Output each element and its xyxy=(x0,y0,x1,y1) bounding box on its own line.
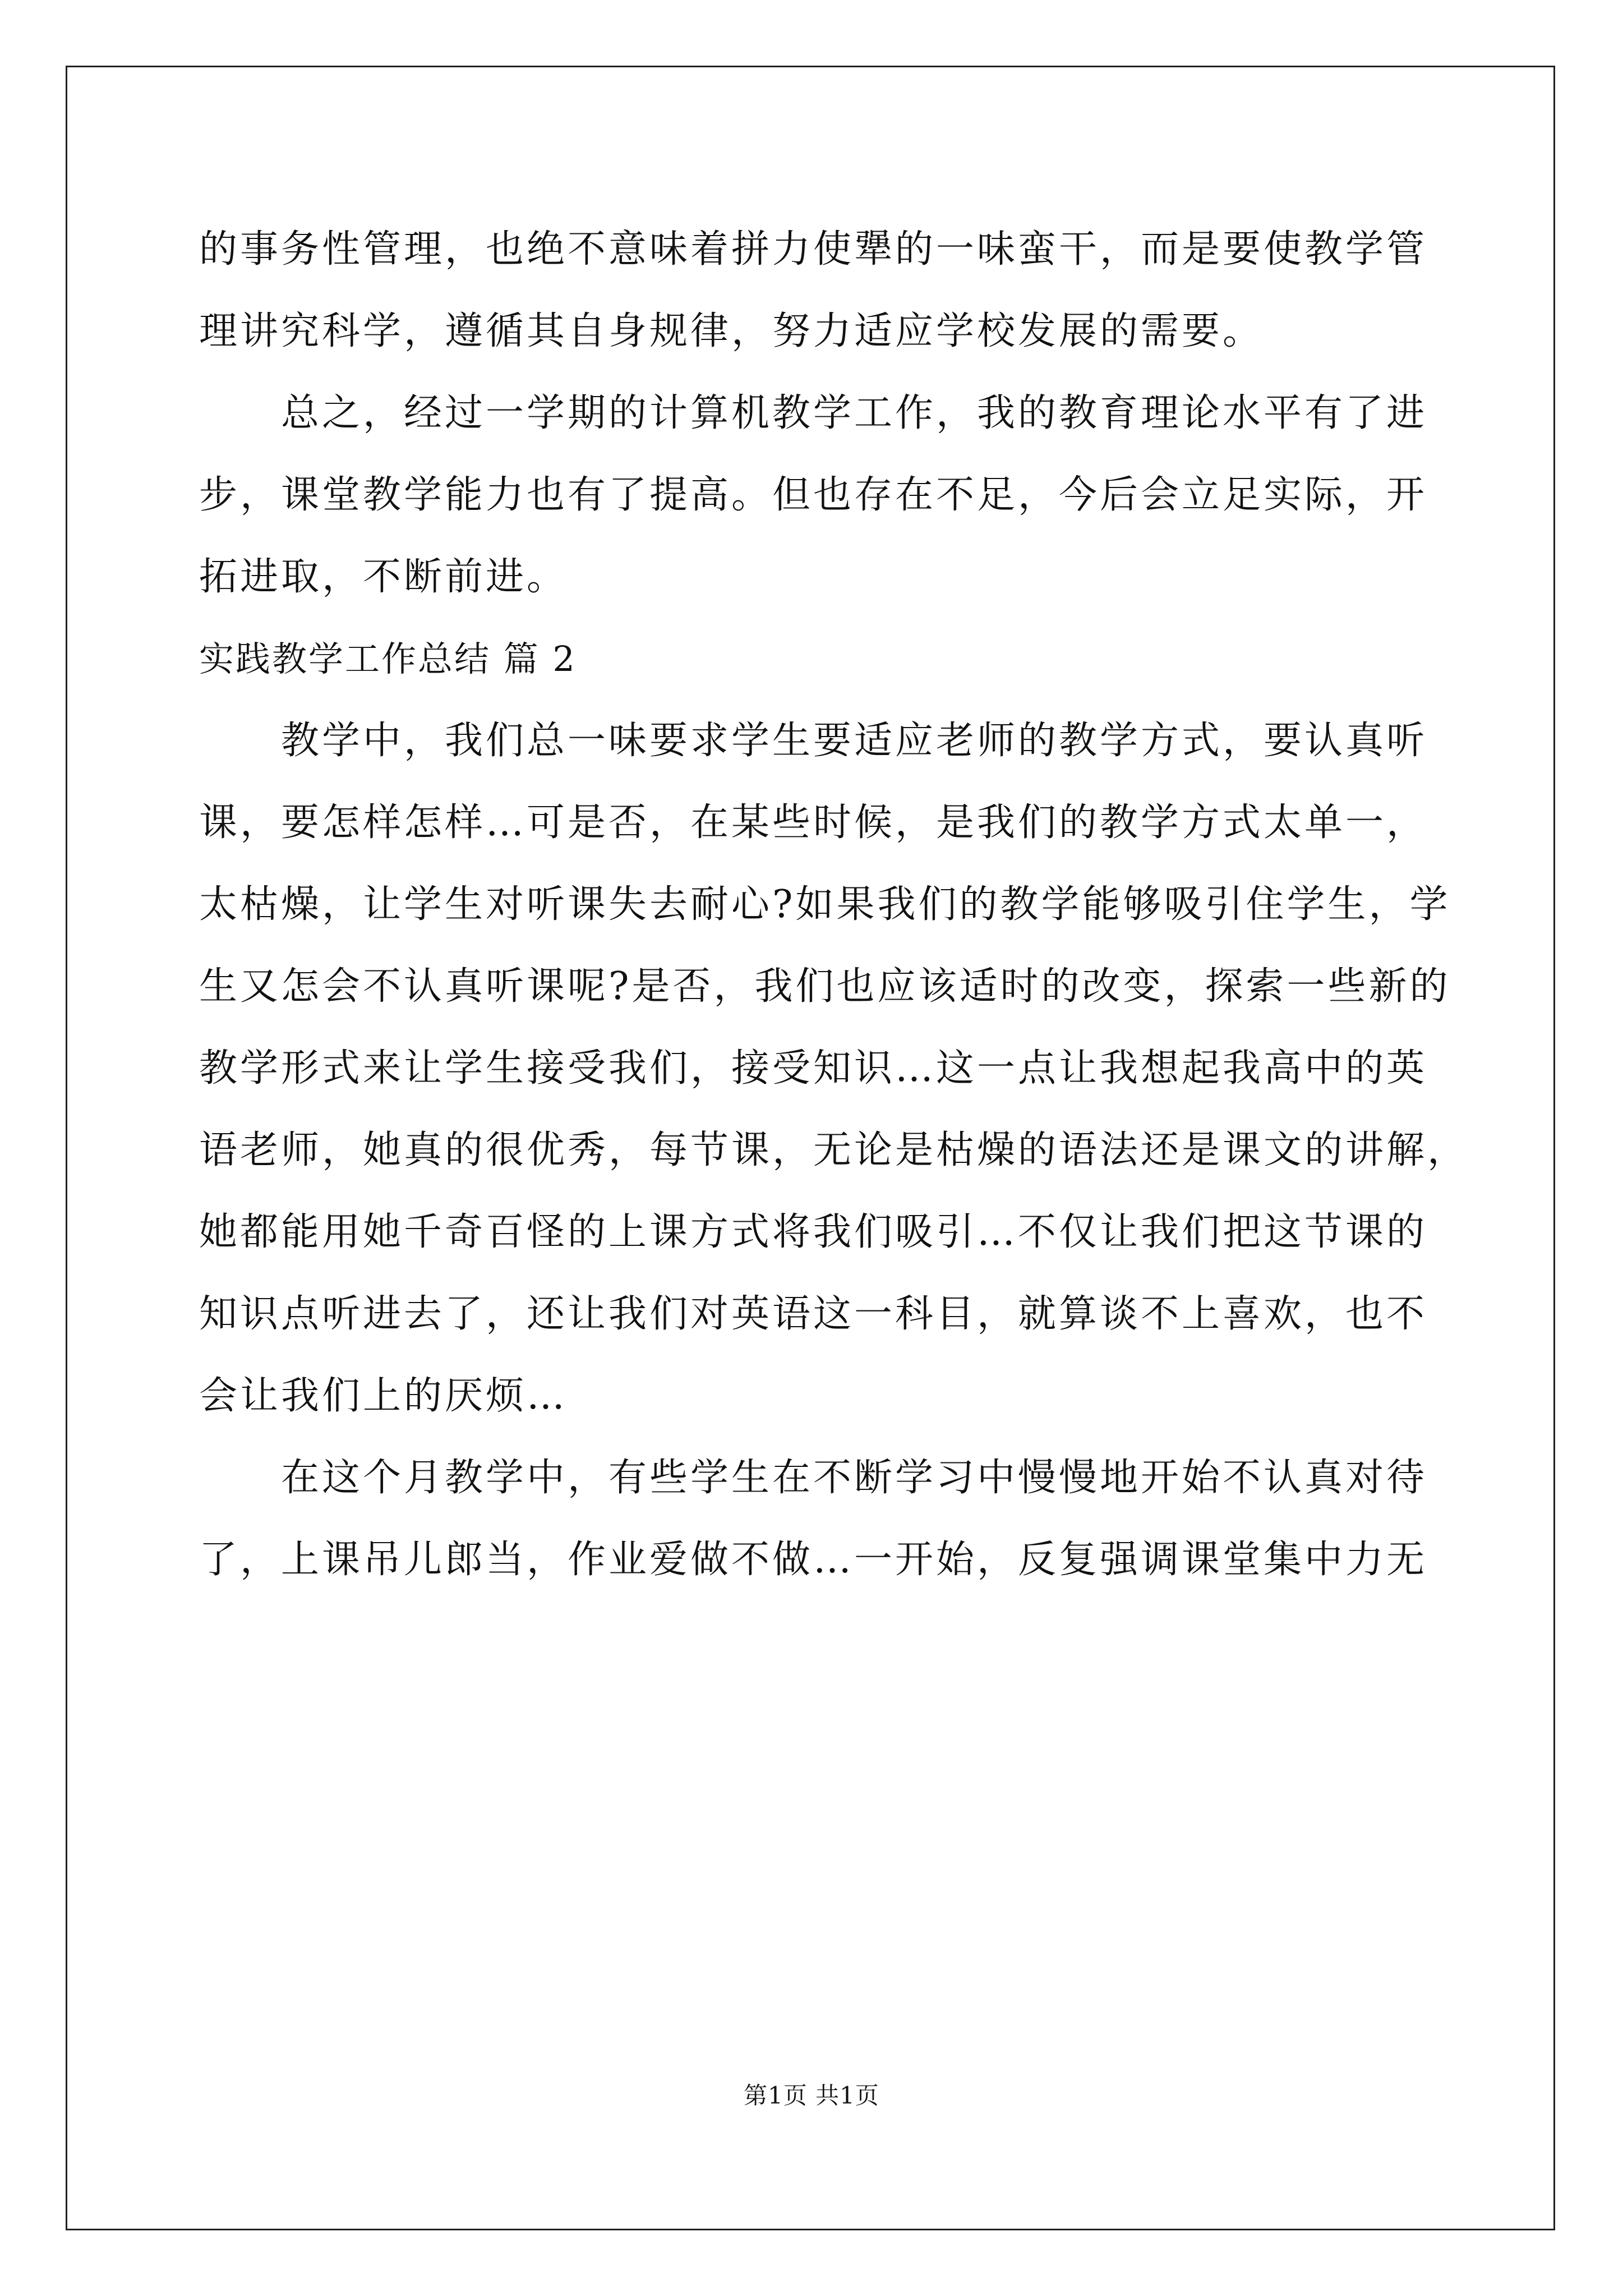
text-line-9: 太枯燥，让学生对听课失去耐心?如果我们的教学能够吸引住学生，学 xyxy=(199,882,1451,927)
text-line-10: 生又怎会不认真听课呢?是否，我们也应该适时的改变，探索一些新的 xyxy=(199,964,1451,1009)
text-line-5: 拓进取，不断前进。 xyxy=(199,555,568,599)
paragraph-start-month: 在这个月教学中，有些学生在不断学习中慢慢地开始不认真对待 xyxy=(281,1456,1428,1500)
text-line-2: 理讲究科学，遵循其自身规律，努力适应学校发展的需要。 xyxy=(199,309,1264,353)
document-body xyxy=(199,209,1469,1601)
text-line-17: 了，上课吊儿郎当，作业爱做不做…一开始，反复强调课堂集中力无 xyxy=(199,1538,1428,1582)
text-line-12: 语老师，她真的很优秀，每节课，无论是枯燥的语法还是课文的讲解， xyxy=(199,1128,1469,1172)
text-line-4: 步，课堂教学能力也有了提高。但也存在不足，今后会立足实际，开 xyxy=(199,473,1428,517)
text-line-1: 的事务性管理，也绝不意味着拼力使犟的一味蛮干，而是要使教学管 xyxy=(199,227,1428,272)
text-line-13: 她都能用她千奇百怪的上课方式将我们吸引…不仅让我们把这节课的 xyxy=(199,1210,1428,1254)
text-line-14: 知识点听进去了，还让我们对英语这一科目，就算谈不上喜欢，也不 xyxy=(199,1292,1428,1336)
paragraph-start-teaching: 教学中，我们总一味要求学生要适应老师的教学方式，要认真听 xyxy=(281,719,1428,763)
text-line-8: 课，要怎样怎样…可是否，在某些时候，是我们的教学方式太单一， xyxy=(199,800,1428,845)
text-line-15: 会让我们上的厌烦… xyxy=(199,1374,568,1418)
paragraph-start-summary: 总之，经过一学期的计算机教学工作，我的教育理论水平有了进 xyxy=(281,391,1428,435)
page-footer: 第1页 共1页 xyxy=(744,2082,879,2109)
section-heading: 实践教学工作总结 篇 2 xyxy=(199,638,577,679)
text-line-11: 教学形式来让学生接受我们，接受知识…这一点让我想起我高中的英 xyxy=(199,1046,1428,1091)
